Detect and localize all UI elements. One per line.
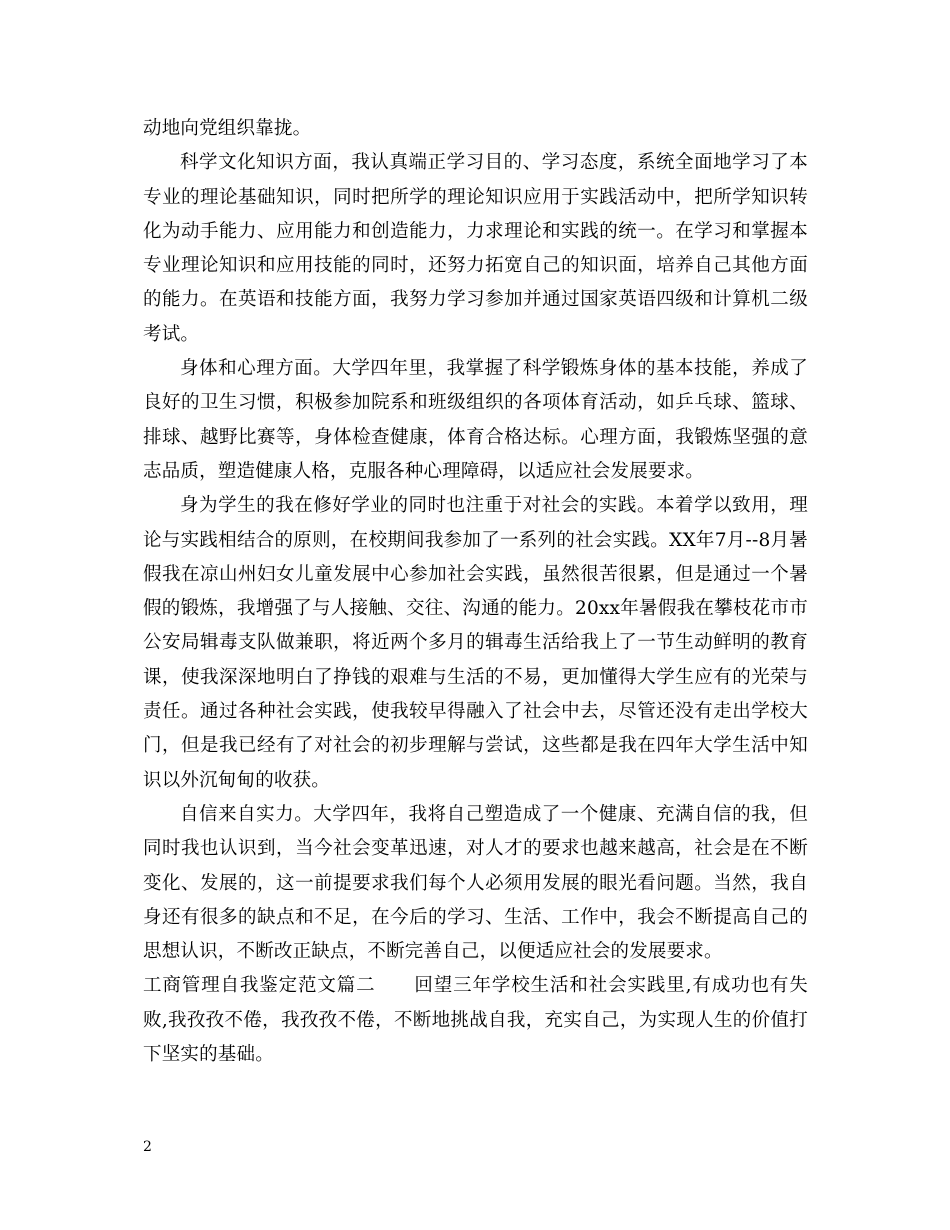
paragraph-5: 自信来自实力。大学四年，我将自己塑造成了一个健康、充满自信的我，但同时我也认识到，当今社会变革迅速，对人才的要求也越来越高，社会是在不断变化、发展的，这一前提要求我们每个人必须用发展的眼光看问题。当然，我自身还有很多的缺点和不足，在今后的学习、生活、工作中，我会不断提高自己的思想认识，不断改正缺点，不断完善自己，以便适应社会的发展要求。 <box>143 803 808 963</box>
page-number: 2 <box>143 1139 152 1155</box>
paragraph-3: 身体和心理方面。大学四年里，我掌握了科学锻炼身体的基本技能，养成了良好的卫生习惯，积极参加院系和班级组织的各项体育活动，如乒乓球、篮球、排球、越野比赛等，身体检查健康，体育合格达标。心理方面，我锻炼坚强的意志品质，塑造健康人格，克服各种心理障碍，以适应社会发展要求。 <box>143 358 808 482</box>
body-text <box>143 112 808 1072</box>
paragraph-1: 动地向党组织靠拢。 <box>143 118 312 139</box>
paragraph-2: 科学文化知识方面，我认真端正学习目的、学习态度，系统全面地学习了本专业的理论基础知识，同时把所学的理论知识应用于实践活动中，把所学知识转化为动手能力、应用能力和创造能力，力求理论和实践的统一。在学习和掌握本专业理论知识和应用技能的同时，还努力拓宽自己的知识面，培养自己其他方面的能力。在英语和技能方面，我努力学习参加并通过国家英语四级和计算机二级考试。 <box>143 152 808 345</box>
paragraph-4: 身为学生的我在修好学业的同时也注重于对社会的实践。本着学以致用，理论与实践相结合的原则，在校期间我参加了一系列的社会实践。XX年7月--8月暑假我在凉山州妇女儿童发展中心参加社会实践，虽然很苦很累，但是通过一个暑假的锻炼，我增强了与人接触、交往、沟通的能力。20xx年暑假我在攀枝花市市公安局辑毒支队做兼职，将近两个多月的辑毒生活给我上了一节生动鲜明的教育课，使我深深地明白了挣钱的艰难与生活的不易，更加懂得大学生应有的光荣与责任。通过各种社会实践，使我较早得融入了社会中去，尽管还没有走出学校大门，但是我已经有了对社会的初步理解与尝试，这些都是我在四年大学生活中知识以外沉甸甸的收获。 <box>143 495 808 791</box>
paragraph-6: 工商管理自我鉴定范文篇二 回望三年学校生活和社会实践里,有成功也有失败,我孜孜不倦，我孜孜不倦，不断地挑战自我，充实自己，为实现人生的价值打下坚实的基础。 <box>143 975 808 1066</box>
